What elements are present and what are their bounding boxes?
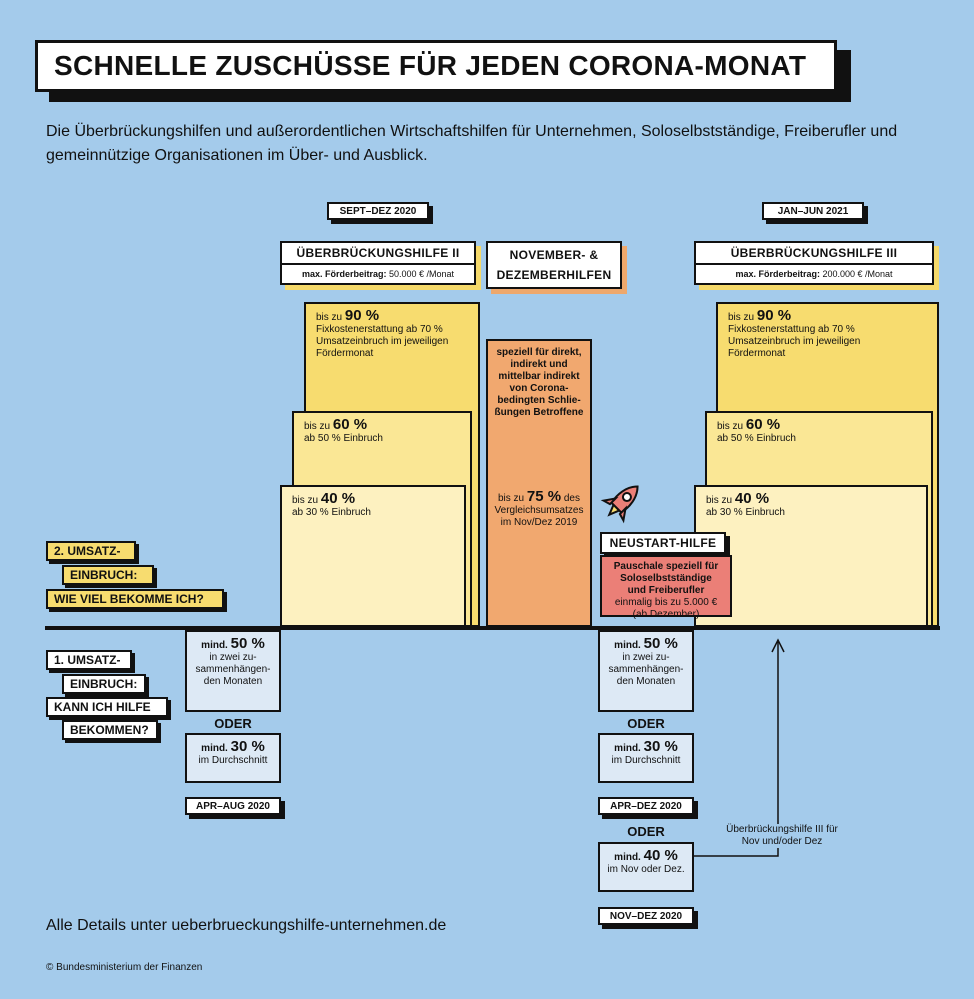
left-oder: ODER [214, 716, 252, 731]
ueb2-tier-40 [280, 485, 466, 627]
ueb3-tier-40-prefix: bis zu [706, 495, 733, 506]
ueb2-title: ÜBERBRÜCKUNGSHILFE II [280, 241, 476, 265]
novdez-title-line1: NOVEMBER- & [509, 248, 599, 262]
left-criterion-30 [185, 733, 281, 783]
ueb2-tier-90-pct: 90 % [344, 307, 380, 324]
ueb2-tier-60-pct: 60 % [332, 416, 368, 433]
question2-line3: WIE VIEL BEKOMME ICH? [46, 589, 224, 609]
right-criterion-40-pct: 40 % [643, 847, 678, 864]
novdez-desc: speziell für direkt, indirekt und mittelbar indirekt von Corona-bedingten Schlie-ßungen Betroffene [494, 347, 584, 418]
question2-line2: EINBRUCH: [62, 565, 154, 585]
ueb2-tier-90-text: Fixkostenerstattung ab 70 % Umsatzeinbruch im jeweiligen Fördermonat [316, 324, 449, 359]
right-criterion-50-pct: 50 % [643, 635, 678, 652]
ueb2-tier-60-text: ab 50 % Einbruch [304, 433, 383, 444]
copyright: © Bundesministerium der Finanzen [46, 962, 203, 973]
right-criterion-30 [598, 733, 694, 783]
ueb3-tier-60-prefix: bis zu [717, 421, 744, 432]
novdez-title-line2: DEZEMBERHILFEN [496, 268, 612, 282]
timeline-baseline [45, 626, 940, 630]
left-criterion-50-pct: 50 % [230, 635, 265, 652]
novdez-block [486, 339, 592, 627]
question2-line1: 2. UMSATZ- [46, 541, 136, 561]
right-criterion-40 [598, 842, 694, 892]
right-criterion-40-text: im Nov oder Dez. [607, 864, 685, 875]
subtitle: Die Überbrückungshilfen und außerordentlichen Wirtschaftshilfen für Unternehmen, Soloselbstständige, Freiberufler und gemeinnützige Organisationen im Über- und Ausblick. [46, 123, 898, 164]
left-criterion-50-text: in zwei zu-sammenhängen-den Monaten [195, 652, 271, 687]
question1-line2: EINBRUCH: [62, 674, 146, 694]
ueb2-max-label: max. Förderbeitrag: [301, 269, 387, 279]
page-title: SCHNELLE ZUSCHÜSSE FÜR JEDEN CORONA-MONAT [35, 40, 837, 92]
ueb2-max [280, 265, 476, 285]
right-criterion-40-prefix: mind. [614, 852, 641, 863]
novdez-pct: 75 % [526, 488, 562, 505]
period-tag-jan-jun-2021: JAN–JUN 2021 [762, 202, 864, 220]
right-criterion-30-text: im Durchschnitt [611, 755, 681, 766]
period-tag-apr-dez-2020: APR–DEZ 2020 [598, 797, 694, 815]
neustart-body [600, 555, 732, 620]
left-criterion-30-pct: 30 % [230, 738, 265, 755]
right-criterion-30-pct: 30 % [643, 738, 678, 755]
period-tag-apr-aug-2020: APR–AUG 2020 [185, 797, 281, 815]
ueb3-tier-60-text: ab 50 % Einbruch [717, 433, 796, 444]
ueb2-tier-40-prefix: bis zu [292, 495, 319, 506]
ueb2-tier-40-pct: 40 % [320, 490, 356, 507]
ueb3-tier-40-pct: 40 % [734, 490, 770, 507]
period-tag-sept-dez-2020: SEPT–DEZ 2020 [327, 202, 429, 220]
ueb3-tier-90-prefix: bis zu [728, 312, 755, 323]
ueb2-tier-90-prefix: bis zu [316, 312, 343, 323]
details-link[interactable]: Alle Details unter ueberbrueckungshilfe-unternehmen.de [46, 917, 447, 934]
novdez-title [486, 241, 622, 289]
ueb3-tier-90-pct: 90 % [756, 307, 792, 324]
right-criterion-50-prefix: mind. [614, 640, 641, 651]
rocket-icon [596, 476, 648, 528]
question1-line4: BEKOMMEN? [62, 720, 158, 740]
right-criterion-50 [598, 630, 694, 712]
right-criterion-30-prefix: mind. [614, 743, 641, 754]
neustart-text: einmalig bis zu 5.000 € (ab Dezember) [614, 597, 718, 620]
period-tag-nov-dez-2020: NOV–DEZ 2020 [598, 907, 694, 925]
ueb3-max [694, 265, 934, 285]
arrow-note: Überbrückungshilfe III für Nov und/oder Dez [726, 824, 838, 847]
novdez-text: des Vergleichsumsatzes im Nov/Dez 2019 [494, 493, 584, 528]
ueb3-max-value: 200.000 € /Monat [822, 269, 893, 279]
question1-line1: 1. UMSATZ- [46, 650, 132, 670]
left-criterion-30-text: im Durchschnitt [198, 755, 268, 766]
right-criterion-50-text: in zwei zu-sammenhängen-den Monaten [608, 652, 684, 687]
ueb3-tier-60-pct: 60 % [745, 416, 781, 433]
novdez-amount [494, 488, 584, 529]
neustart-title: NEUSTART-HILFE [600, 532, 726, 554]
ueb3-max-label: max. Förderbeitrag: [735, 269, 820, 279]
right-oder-1: ODER [627, 716, 665, 731]
question1-line3: KANN ICH HILFE [46, 697, 168, 717]
left-criterion-30-prefix: mind. [201, 743, 228, 754]
right-oder-2: ODER [627, 824, 665, 839]
left-criterion-50-prefix: mind. [201, 640, 228, 651]
ueb2-tier-60-prefix: bis zu [304, 421, 331, 432]
neustart-bold-text: Pauschale speziell für Soloselbstständige und Freiberufler [613, 561, 719, 596]
novdez-prefix: bis zu [497, 493, 525, 504]
left-criterion-50 [185, 630, 281, 712]
ueb3-title: ÜBERBRÜCKUNGSHILFE III [694, 241, 934, 265]
ueb3-tier-90-text: Fixkostenerstattung ab 70 % Umsatzeinbruch im jeweiligen Fördermonat [728, 324, 861, 359]
ueb2-max-value: 50.000 € /Monat [388, 269, 455, 279]
ueb2-tier-40-text: ab 30 % Einbruch [292, 507, 371, 518]
ueb3-tier-40-text: ab 30 % Einbruch [706, 507, 785, 518]
